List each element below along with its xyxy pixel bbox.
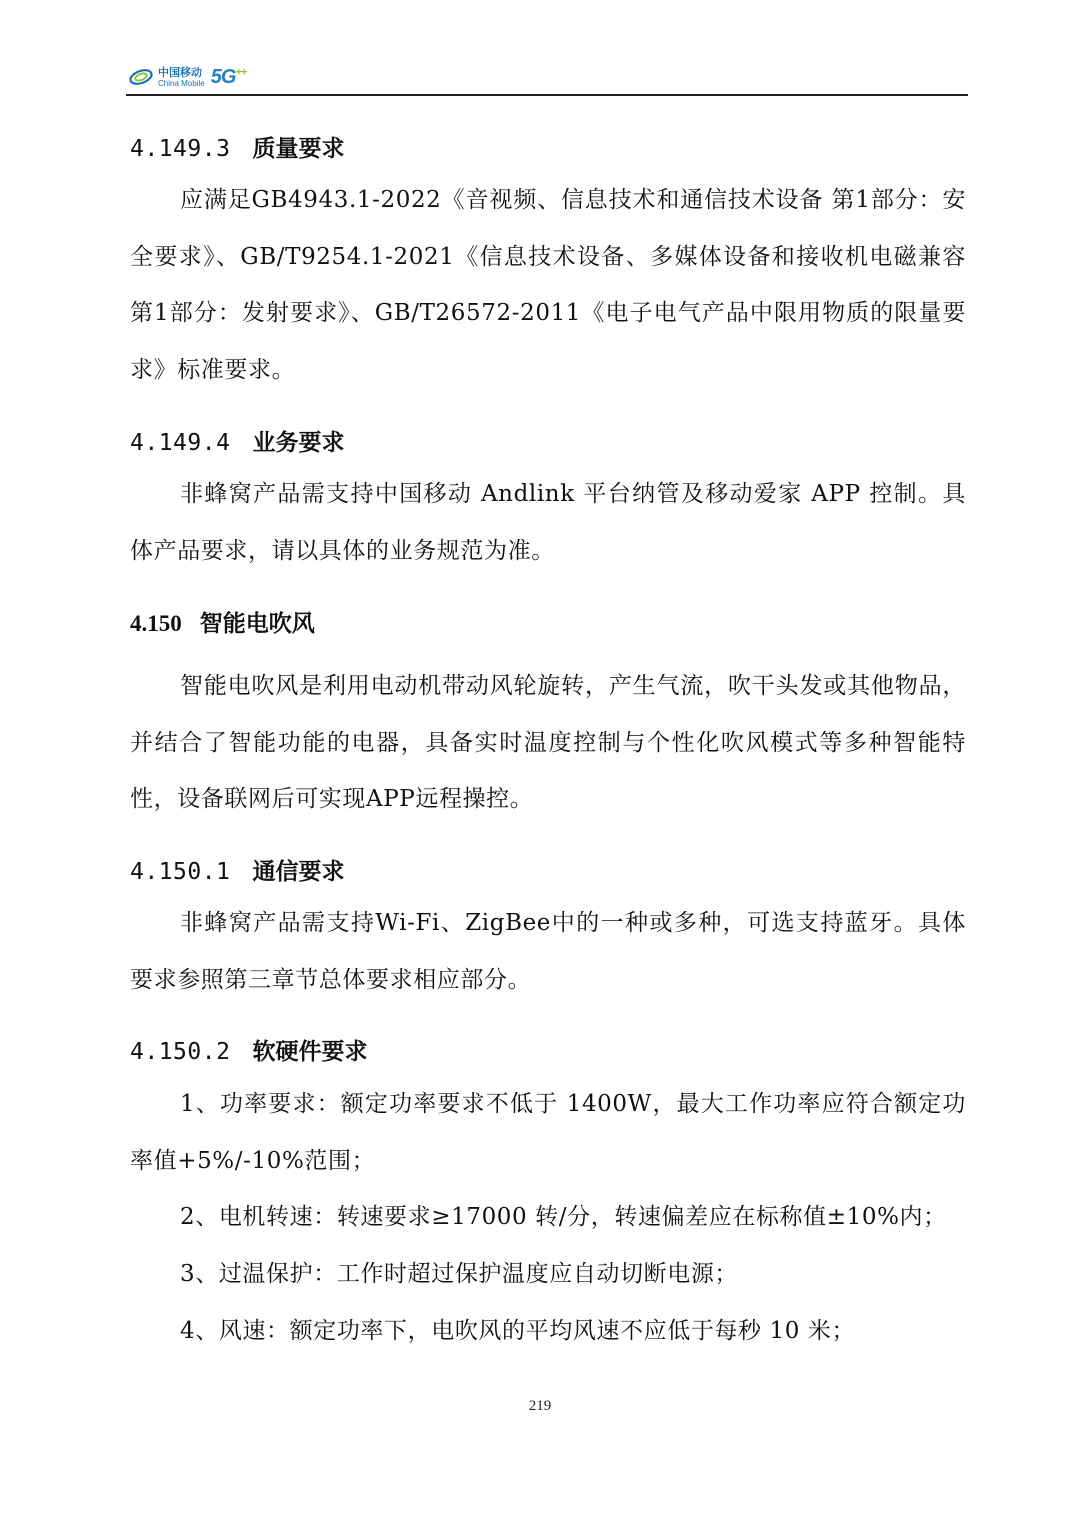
heading-number: 4.150.1 — [130, 859, 231, 885]
logo-plus-text: ++ — [235, 65, 247, 78]
logo-english-text: China Mobile — [158, 78, 205, 88]
heading-number: 4.150.2 — [130, 1039, 231, 1065]
list-item-overheat-protection: 3、过温保护：工作时超过保护温度应自动切断电源； — [180, 1261, 739, 1287]
logo-5g-text: 5G — [210, 65, 236, 88]
heading-4-150-2 — [130, 1033, 367, 1066]
heading-title: 质量要求 — [252, 135, 345, 162]
list-item-wind-speed: 4、风速：额定功率下，电吹风的平均风速不应低于每秒 10 米； — [180, 1318, 856, 1344]
heading-number: 4.149.4 — [130, 430, 231, 456]
china-mobile-logo — [128, 62, 246, 92]
heading-title: 智能电吹风 — [199, 610, 315, 637]
logo-5g-mark — [211, 66, 247, 89]
paragraph-communication-requirements: 非蜂窝产品需支持Wi-Fi、ZigBee中的一种或多种，可选支持蓝牙。具体要求参照第三章节总体要求相应部分。 — [130, 910, 966, 993]
heading-number: 4.149.3 — [130, 136, 231, 162]
paragraph-smart-hair-dryer: 智能电吹风是利用电动机带动风轮旋转，产生气流，吹干头发或其他物品，并结合了智能功能的电器，具备实时温度控制与个性化吹风模式等多种智能特性，设备联网后可实现APP远程操控。 — [130, 673, 966, 812]
heading-title: 业务要求 — [252, 429, 345, 456]
paragraph-business-requirements: 非蜂窝产品需支持中国移动 Andlink 平台纳管及移动爱家 APP 控制。具体产品要求，请以具体的业务规范为准。 — [130, 481, 966, 564]
page-header — [126, 56, 968, 96]
heading-number: 4.150 — [130, 611, 182, 636]
heading-title: 软硬件要求 — [252, 1038, 368, 1065]
list-item-power: 1、功率要求：额定功率要求不低于 1400W，最大工作功率应符合额定功率值+5%/-10%范围； — [130, 1091, 966, 1174]
paragraph-quality-requirements: 应满足GB4943.1-2022《音视频、信息技术和通信技术设备 第1部分：安全要求》、GB/T9254.1-2021《信息技术设备、多媒体设备和接收机电磁兼容 第1部分：发射要求》、GB/T26572-2011《电子电气产品中限用物质的限量要求》标准要求。 — [130, 187, 966, 383]
heading-title: 通信要求 — [252, 858, 345, 885]
china-mobile-swirl-icon — [128, 66, 154, 88]
list-item-motor-speed: 2、电机转速：转速要求≥17000 转/分，转速偏差应在标称值±10%内； — [180, 1204, 947, 1230]
heading-4-150 — [130, 605, 315, 638]
heading-4-149-4 — [130, 424, 344, 457]
logo-chinese-text: 中国移动 — [158, 65, 202, 79]
heading-4-149-3 — [130, 130, 344, 163]
heading-4-150-1 — [130, 853, 344, 886]
page-number: 219 — [528, 1398, 552, 1414]
